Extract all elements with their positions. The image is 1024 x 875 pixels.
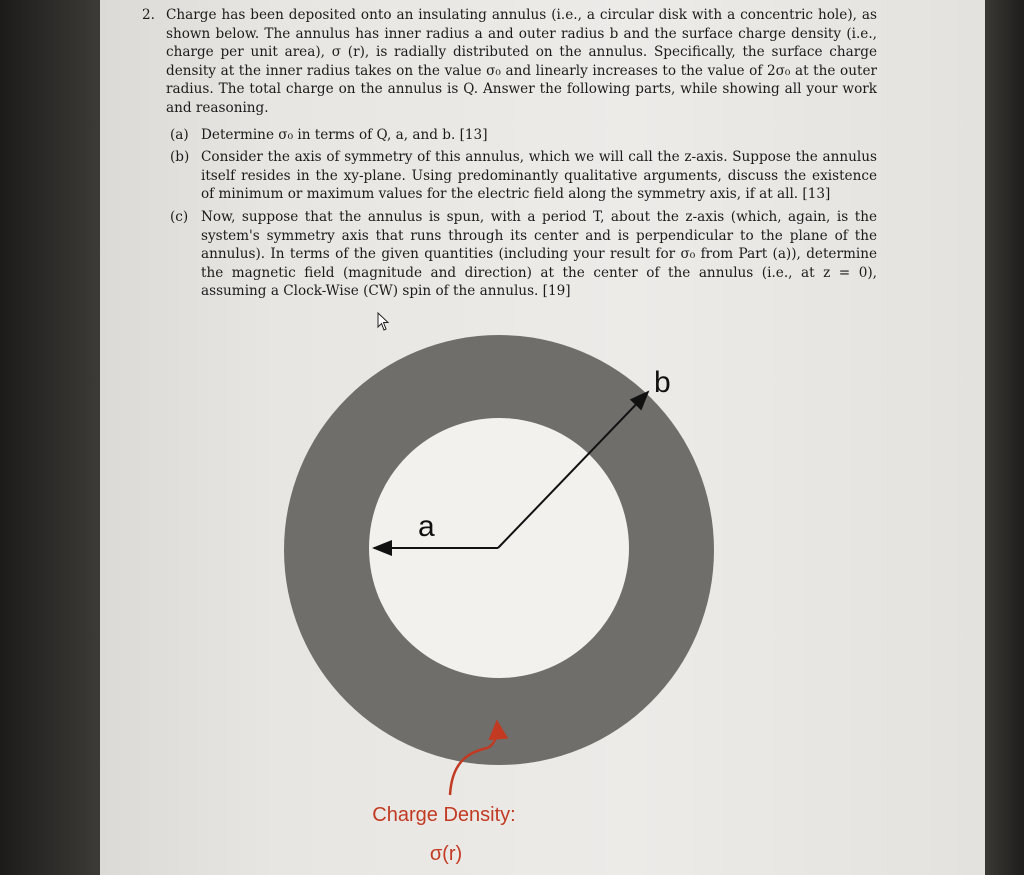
mouse-cursor-icon — [377, 312, 391, 332]
part-b-text: Consider the axis of symmetry of this annulus, which we will call the z-axis. Suppose the annulus itself resides in the xy-plane. Using predominantly qualitative arguments, discuss the existence of minimum or maximum values for the electric field along the symmetry axis, if at all. [13] — [201, 149, 877, 203]
label-a: a — [418, 510, 435, 543]
part-a-label: (a) — [170, 126, 189, 143]
caption-charge-density: Charge Density: — [372, 804, 516, 826]
part-c-label: (c) — [170, 208, 189, 225]
part-b-label: (b) — [170, 149, 190, 166]
label-b: b — [654, 366, 671, 399]
part-a-text: Determine σ₀ in terms of Q, a, and b. [13] — [201, 126, 488, 143]
caption-sigma-r: σ(r) — [429, 843, 463, 865]
problem-statement: Charge has been deposited onto an insulating annulus (i.e., a circular disk with a concentric hole), as shown below. The annulus has inner radius a and outer radius b and the surface charge density (i.e., charge per unit area), σ (r), is radially distributed on the annulus. Specifically, the surface charge density at the inner radius takes on the value σ₀ and linearly increases to the value of 2σ₀ at the outer radius. The total charge on the annulus is Q. Answer the following parts, while showing all your work and reasoning. — [166, 7, 877, 116]
part-c-text: Now, suppose that the annulus is spun, with a period T, about the z-axis (which, again, is the system's symmetry axis that runs through its center and is perpendicular to the plane of the annulus). In terms of the given quantities (including your result for σ₀ from Part (a)), determine the magnetic field (magnitude and direction) at the center of the annulus (i.e., at z = 0), assuming a Clock-Wise (CW) spin of the annulus. [19] — [201, 208, 877, 300]
problem-number: 2. — [142, 7, 155, 23]
